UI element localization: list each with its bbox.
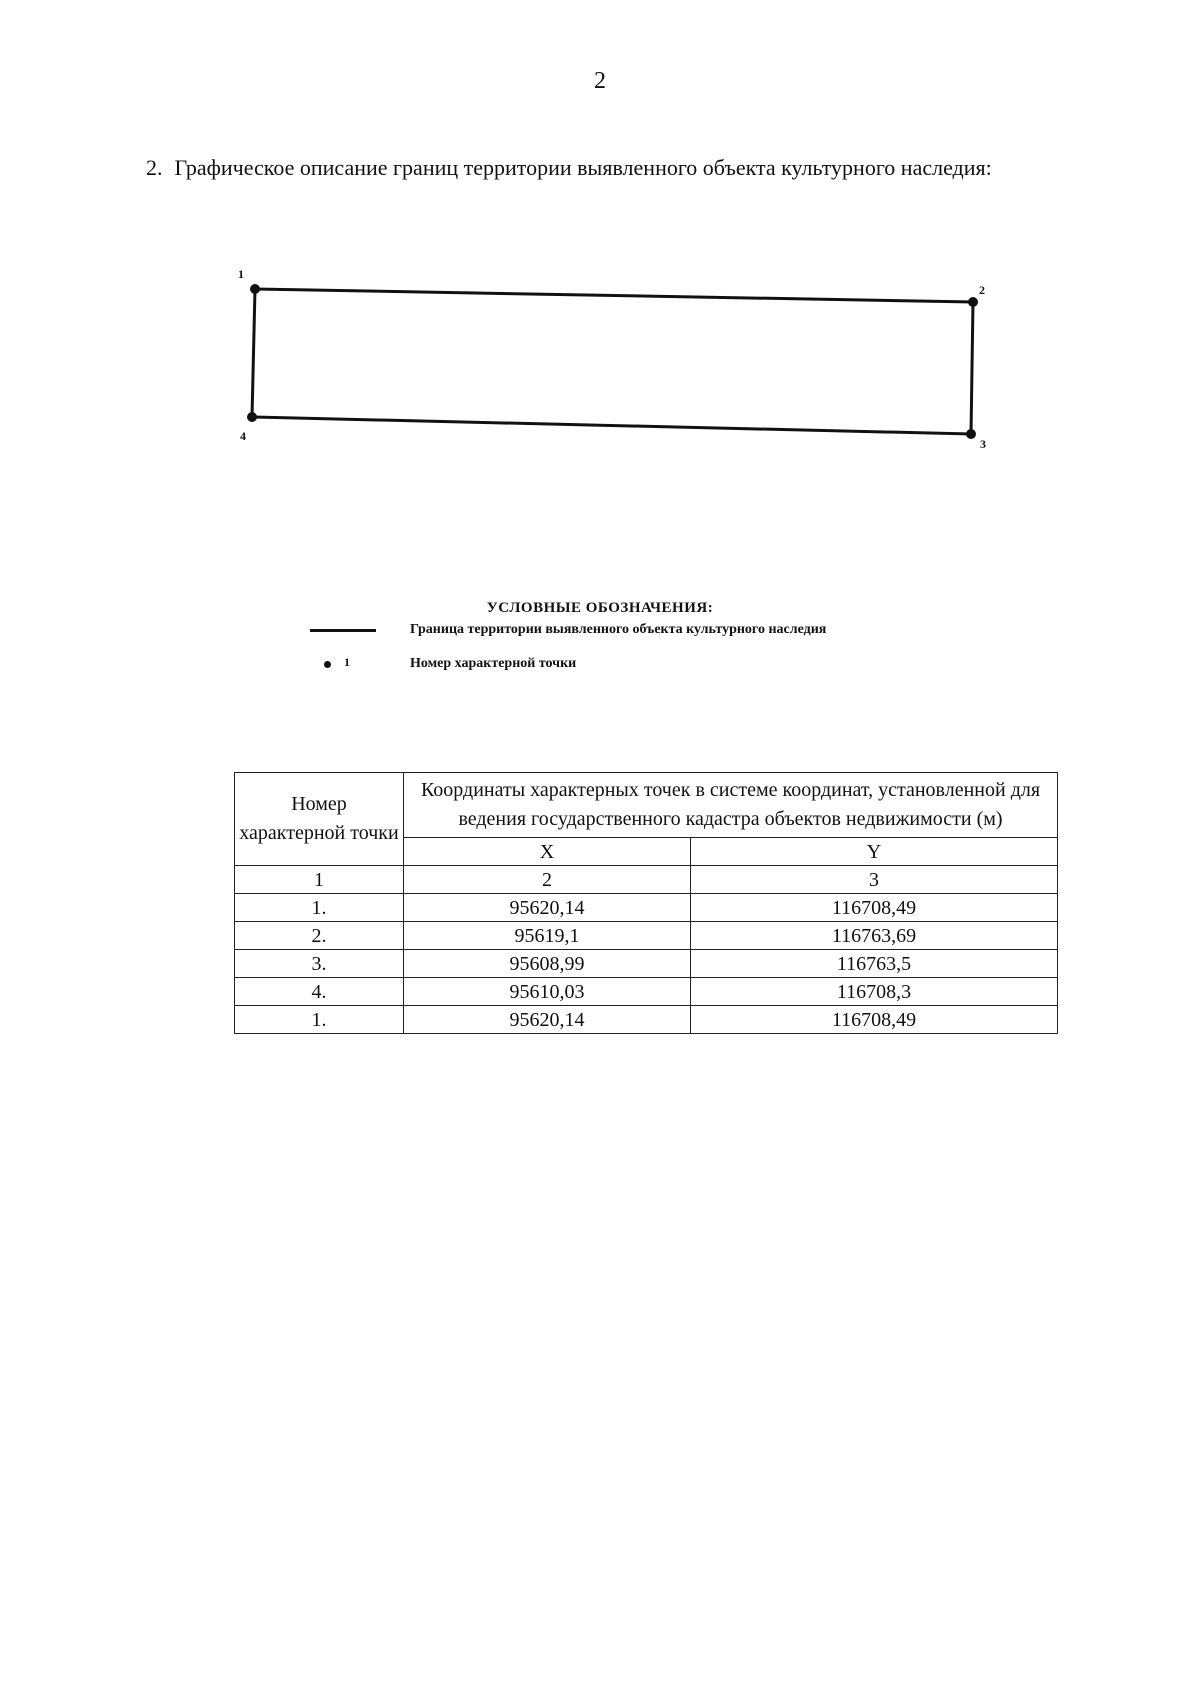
legend-item-boundary — [310, 620, 826, 640]
y-cell: 116763,5 — [691, 950, 1058, 978]
header-coordinates: Координаты характерных точек в системе координат, установленной для ведения государственного кадастра объектов недвижимости (м) — [404, 773, 1058, 838]
table-row — [235, 978, 1058, 1006]
point-marker-2 — [968, 297, 978, 307]
table-index-row — [235, 866, 1058, 894]
boundary-scheme — [0, 0, 1200, 500]
point-number-cell: 2. — [235, 922, 404, 950]
x-cell: 95608,99 — [404, 950, 691, 978]
legend-dot-number: 1 — [344, 655, 350, 669]
table-row — [235, 894, 1058, 922]
table-row — [235, 1006, 1058, 1034]
legend-item-label: Граница территории выявленного объекта культурного наследия — [410, 622, 827, 637]
point-marker-3 — [966, 429, 976, 439]
point-label-3: 3 — [980, 437, 986, 451]
legend-item-point — [310, 654, 576, 674]
point-label-1: 1 — [238, 267, 244, 281]
header-x: X — [404, 838, 691, 866]
section-title: Графическое описание границ территории выявленного объекта культурного наследия: — [174, 155, 992, 180]
legend-dot-symbol — [310, 654, 396, 674]
point-number-cell: 4. — [235, 978, 404, 1006]
y-cell: 116708,3 — [691, 978, 1058, 1006]
y-cell: 116763,69 — [691, 922, 1058, 950]
x-cell: 95610,03 — [404, 978, 691, 1006]
header-y: Y — [691, 838, 1058, 866]
legend-title: УСЛОВНЫЕ ОБОЗНАЧЕНИЯ: — [486, 600, 714, 616]
y-cell: 116708,49 — [691, 1006, 1058, 1034]
point-marker-1 — [250, 284, 260, 294]
point-label-4: 4 — [240, 429, 246, 443]
header-point-number: Номер характерной точки — [235, 773, 404, 866]
point-number-cell: 1. — [235, 894, 404, 922]
section-number: 2. — [146, 155, 163, 180]
point-label-2: 2 — [979, 283, 985, 297]
coordinates-table — [234, 772, 1058, 1034]
point-number-cell: 1. — [235, 1006, 404, 1034]
legend-line-symbol — [310, 620, 396, 640]
page-number: 2 — [594, 68, 606, 94]
table-row — [235, 922, 1058, 950]
point-number-cell: 3. — [235, 950, 404, 978]
table-row — [235, 950, 1058, 978]
table-header-row — [235, 773, 1058, 838]
x-cell: 95620,14 — [404, 894, 691, 922]
x-cell: 95620,14 — [404, 1006, 691, 1034]
table-cell: 1 — [235, 866, 404, 894]
table-cell: 2 — [404, 866, 691, 894]
territory-boundary — [252, 289, 973, 434]
point-marker-4 — [247, 412, 257, 422]
x-cell: 95619,1 — [404, 922, 691, 950]
legend-item-label: Номер характерной точки — [410, 656, 577, 671]
y-cell: 116708,49 — [691, 894, 1058, 922]
table-cell: 3 — [691, 866, 1058, 894]
